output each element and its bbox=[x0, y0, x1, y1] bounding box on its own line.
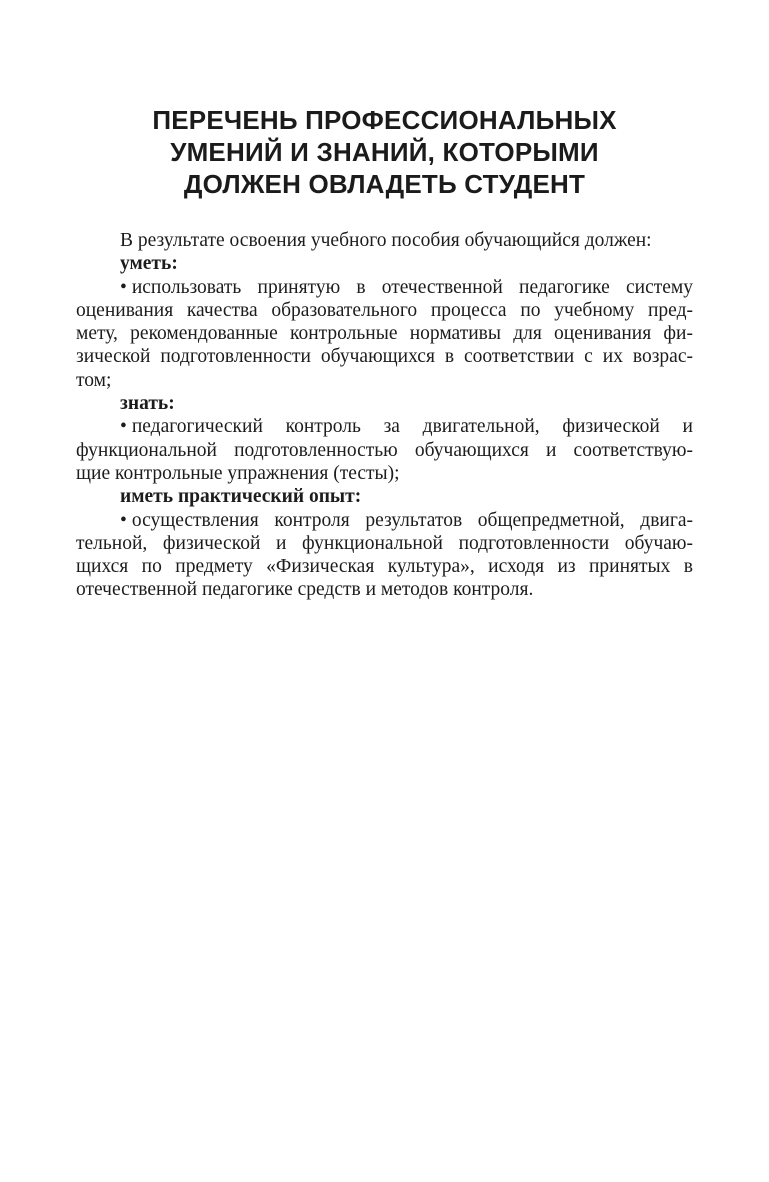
paragraph-line: оценивания качества образовательного процесса по учебному пред- bbox=[76, 299, 693, 321]
body-text bbox=[76, 229, 693, 602]
section-heading-knowledge: знать: bbox=[120, 393, 175, 415]
paragraph-line: мету, рекомендованные контрольные нормативы для оценивания фи- bbox=[76, 323, 693, 345]
bullet-text: использовать принятую в отечественной педагогике систему bbox=[131, 276, 693, 298]
section-heading-skills: уметь: bbox=[120, 253, 178, 275]
bullet-icon: • bbox=[120, 416, 127, 438]
title-line: ДОЛЖЕН ОВЛАДЕТЬ СТУДЕНТ bbox=[183, 169, 586, 199]
paragraph-line: щихся по предмету «Физическая культура», исходя из принятых в bbox=[76, 556, 693, 578]
intro-line: В результате освоения учебного пособия обучающийся должен: bbox=[120, 230, 652, 251]
paragraph-line: зической подготовленности обучающихся в соответствии с их возрас- bbox=[76, 346, 693, 368]
paragraph-line: функциональной подготовленностью обучающихся и соответствую- bbox=[76, 439, 693, 461]
paragraph-line: тельной, физической и функциональной подготовленности обучаю- bbox=[76, 532, 693, 554]
bullet-text: педагогический контроль за двигательной, физической и bbox=[131, 416, 693, 438]
bullet-text: осуществления контроля результатов общепредметной, двига- bbox=[131, 509, 693, 531]
bullet-line bbox=[76, 509, 693, 532]
bullet-line bbox=[76, 415, 693, 438]
paragraph-line: щие контрольные упражнения (тесты); bbox=[76, 462, 400, 484]
bullet-icon: • bbox=[120, 509, 127, 531]
paragraph-line: том; bbox=[76, 369, 112, 391]
title-line: УМЕНИЙ И ЗНАНИЙ, КОТОРЫМИ bbox=[170, 137, 599, 167]
page-title bbox=[76, 104, 693, 200]
bullet-icon: • bbox=[120, 276, 127, 298]
bullet-line bbox=[76, 276, 693, 299]
section-heading-experience: иметь практический опыт: bbox=[120, 486, 362, 508]
title-line: ПЕРЕЧЕНЬ ПРОФЕССИОНАЛЬНЫХ bbox=[152, 105, 617, 135]
paragraph-line: отечественной педагогике средств и методов контроля. bbox=[76, 579, 534, 601]
